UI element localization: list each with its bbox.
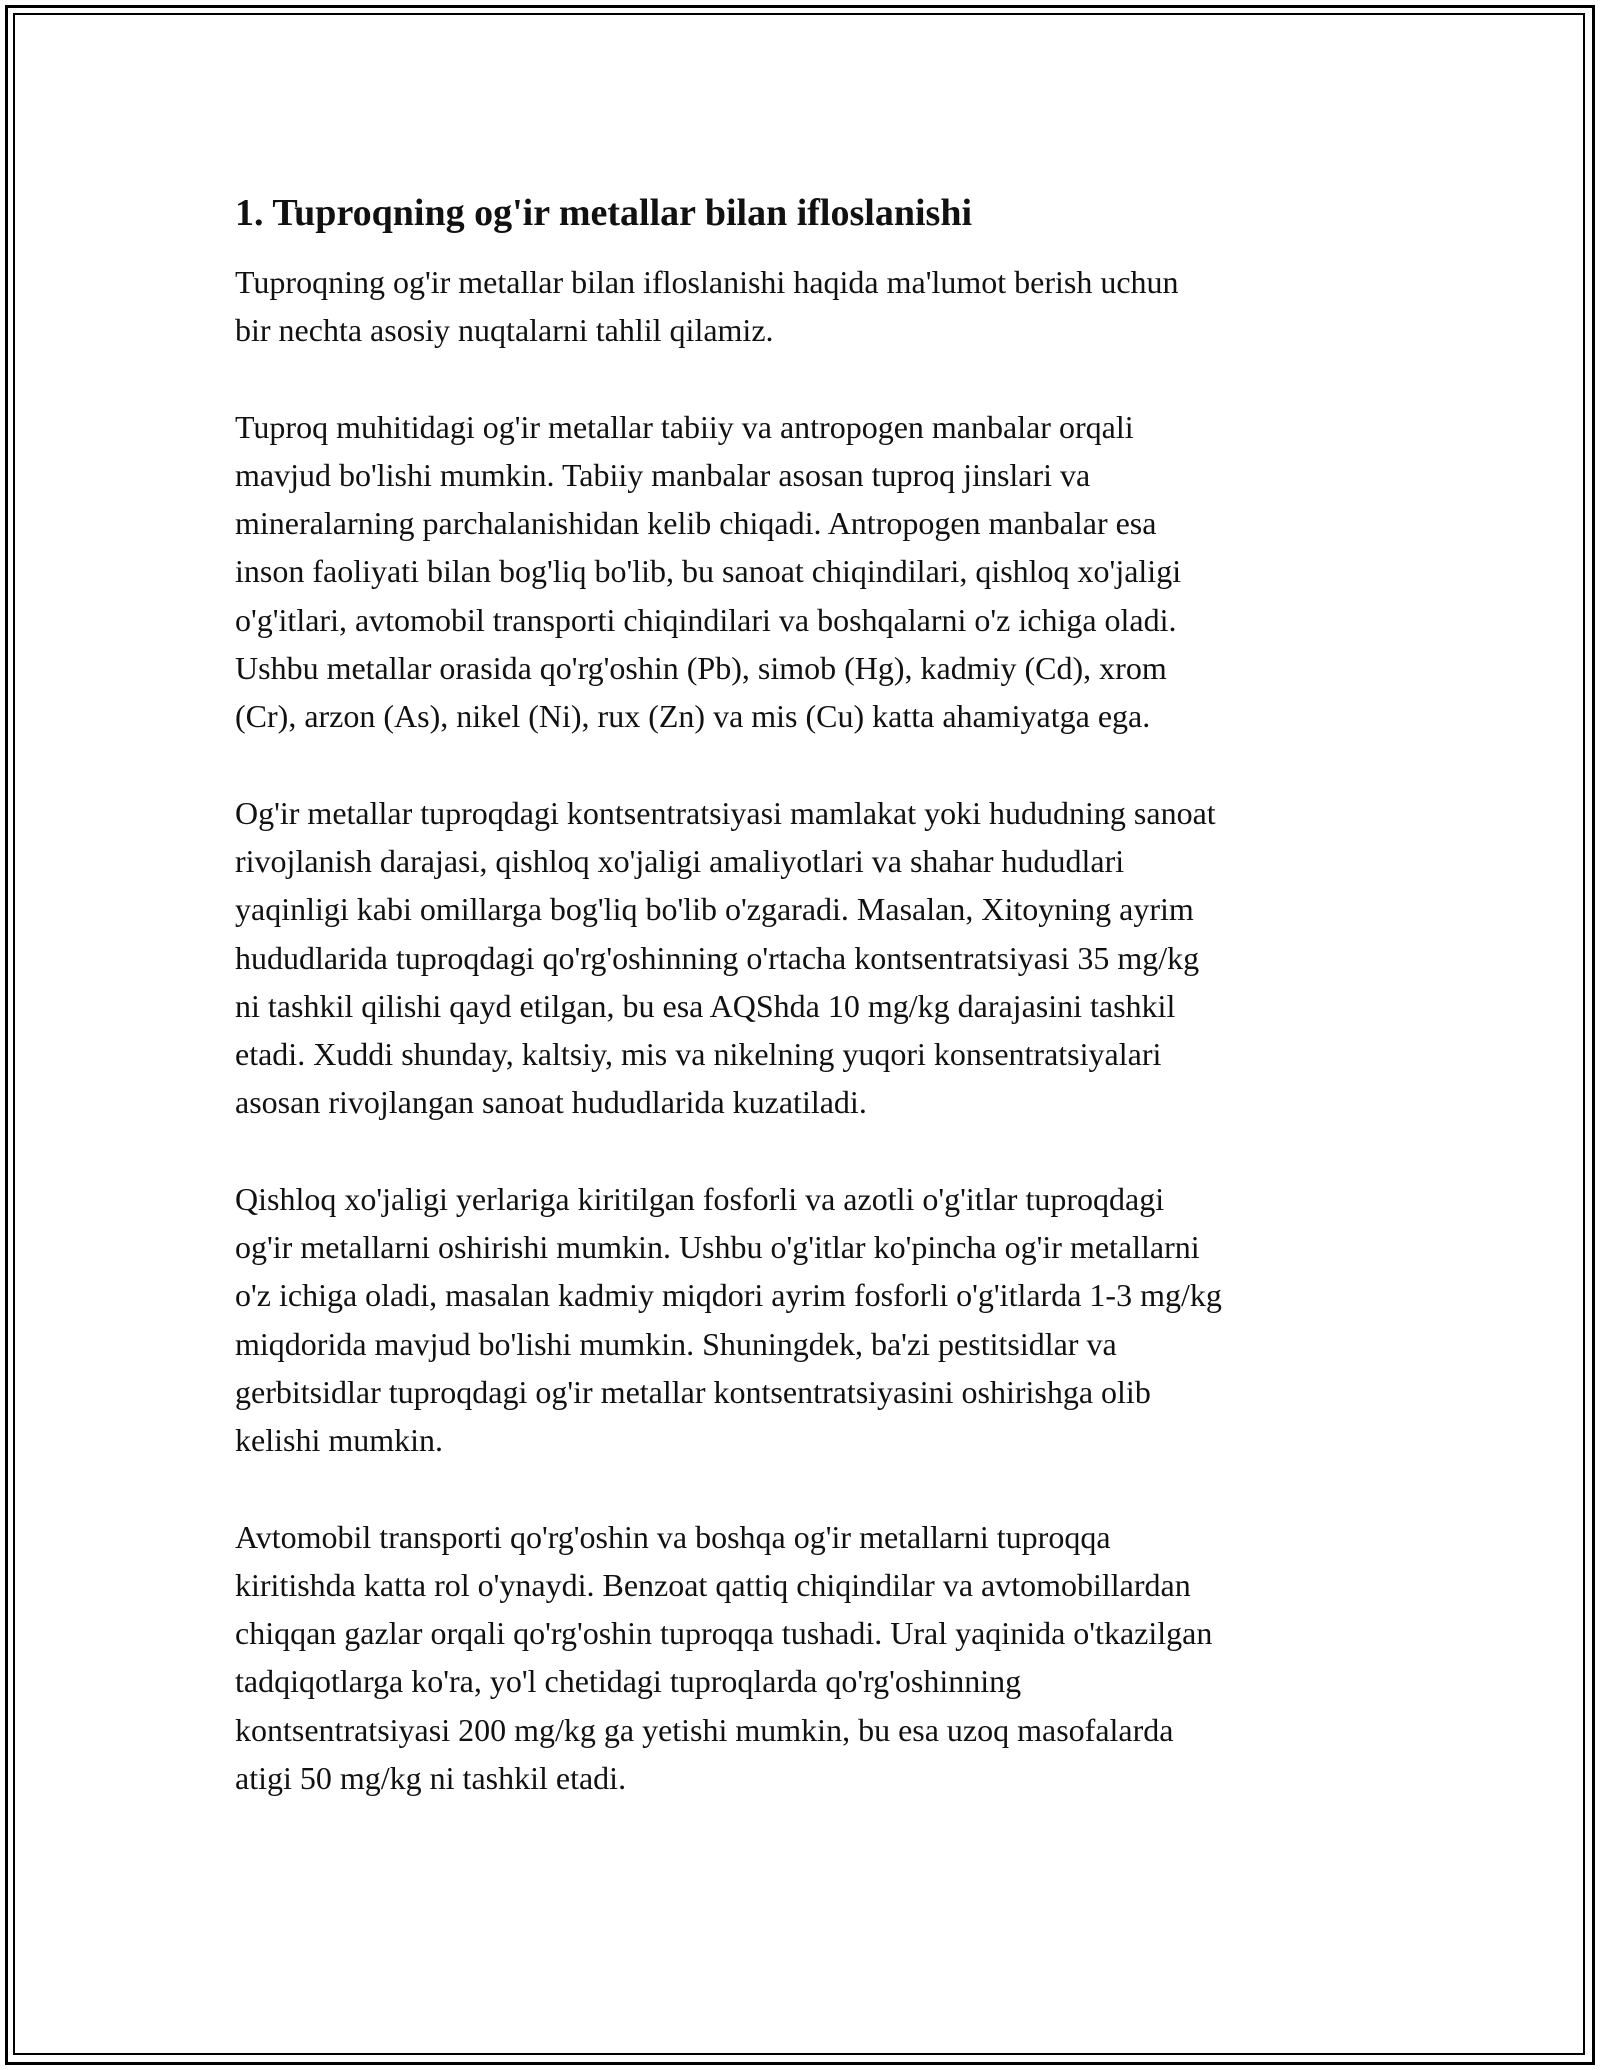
paragraph-concentration: Og'ir metallar tuproqdagi kontsentratsiyasi mamlakat yoki hududning sanoat rivojlanish darajasi, qishloq xo'jaligi amaliyotlari va shahar hududlari yaqinligi kabi omillarga bog'liq bo'lib o'zgaradi. Masalan, Xitoyning ayrim hududlarida tuproqdagi qo'rg'oshinning o'rtacha kontsentratsiyasi 35 mg/kg ni tashkil qilishi qayd etilgan, bu esa AQShda 10 mg/kg darajasini tashkil etadi. Xuddi shunday, kaltsiy, mis va nikelning yuqori konsentratsiyalari asosan rivojlangan sanoat hududlarida kuzatiladi. (235, 794, 1216, 1121)
paragraph-intro: Tuproqning og'ir metallar bilan ifloslanishi haqida ma'lumot berish uchun bir nechta asosiy nuqtalarni tahlil qilamiz. (235, 264, 1179, 349)
paragraph-agriculture: Qishloq xo'jaligi yerlariga kiritilgan fosforli va azotli o'g'itlar tuproqdagi og'ir metallarni oshirishi mumkin. Ushbu o'g'itlar ko'pincha og'ir metallarni o'z ichiga oladi, masalan kadmiy miqdori ayrim fosforli o'g'itlarda 1-3 mg/kg miqdorida mavjud bo'lishi mumkin. Shuningdek, ba'zi pestitsidlar va gerbitsidlar tuproqdagi og'ir metallar kontsentratsiyasini oshirishga olib kelishi mumkin. (235, 1180, 1222, 1459)
paragraph-transport: Avtomobil transporti qo'rg'oshin va boshqa og'ir metallarni tuproqqa kiritishda katta rol o'ynaydi. Benzoat qattiq chiqindilar va avtomobillardan chiqqan gazlar orqali qo'rg'oshin tuproqqa tushadi. Ural yaqinida o'tkazilgan tadqiqotlarga ko'ra, yo'l chetidagi tuproqlarda qo'rg'oshinning kontsentratsiyasi 200 mg/kg ga yetishi mumkin, bu esa uzoq masofalarda atigi 50 mg/kg ni tashkil etadi. (235, 1518, 1213, 1797)
section-heading: 1. Tuproqning og'ir metallar bilan ifloslanishi (235, 192, 973, 234)
document-body (235, 188, 1385, 1850)
paragraph-sources: Tuproq muhitidagi og'ir metallar tabiiy va antropogen manbalar orqali mavjud bo'lishi mumkin. Tabiiy manbalar asosan tuproq jinslari va mineralarning parchalanishidan kelib chiqadi. Antropogen manbalar esa inson faoliyati bilan bog'liq bo'lib, bu sanoat chiqindilari, qishloq xo'jaligi o'g'itlari, avtomobil transporti chiqindilari va boshqalarni o'z ichiga oladi. Ushbu metallar orasida qo'rg'oshin (Pb), simob (Hg), kadmiy (Cd), xrom (Cr), arzon (As), nikel (Ni), rux (Zn) va mis (Cu) katta ahamiyatga ega. (235, 408, 1182, 735)
